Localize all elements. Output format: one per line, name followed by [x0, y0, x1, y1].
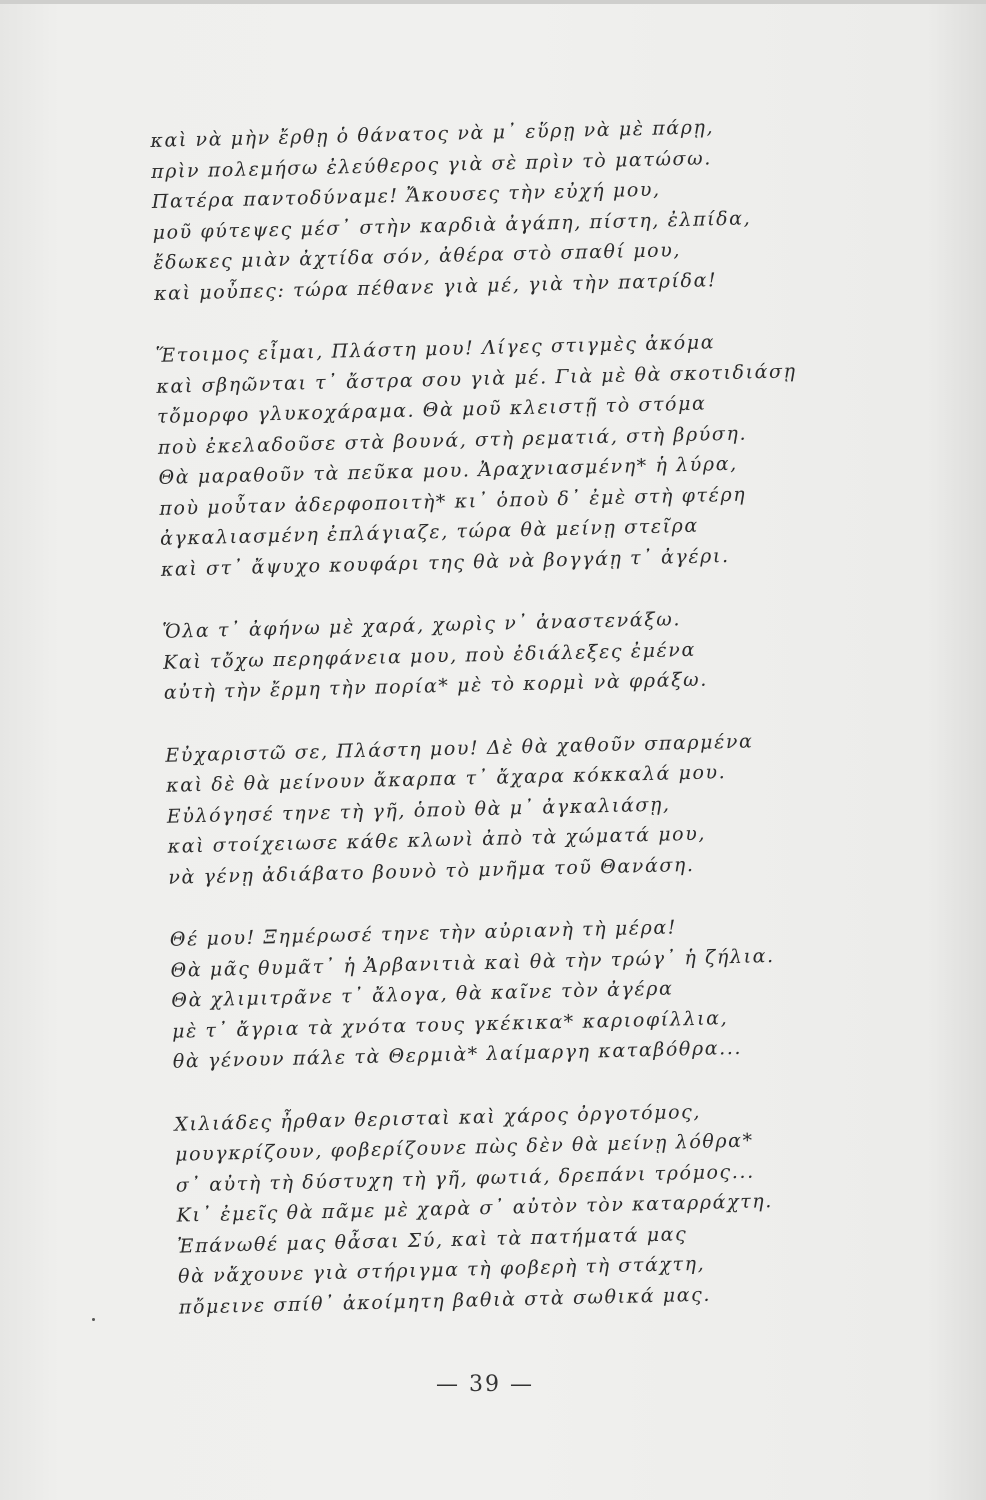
poem-line: Καὶ τὄχω περηφάνεια μου, ποὺ ἐδιάλεξες ἐμένα [162, 638, 697, 674]
stanza-6 [174, 1093, 859, 1323]
poem-text [150, 109, 860, 1354]
poem-line: Εὐχαριστῶ σε, Πλάστη μου! Δὲ θὰ χαθοῦν σπαρμένα [165, 729, 754, 767]
paper-speck [92, 1318, 95, 1321]
page-number: — 39 — [436, 1372, 534, 1397]
poem-line: καὶ δὲ θὰ μείνουν ἄκαρπα τ᾿ ἄχαρα κόκκαλά μου. [165, 761, 727, 797]
poem-line: πὄμεινε σπίθ᾿ ἀκοίμητη βαθιὰ στὰ σωθικά μας. [178, 1283, 712, 1319]
poem-line: καὶ στ᾿ ἄψυχο κουφάρι της θὰ νὰ βογγάῃ τ᾿ ἀγέρι. [160, 544, 730, 581]
poem-line: νὰ γένῃ ἀδιάβατο βουνὸ τὸ μνῆμα τοῦ Θανάση. [168, 853, 695, 889]
poem-line: Πατέρα παντοδύναμε! Ἄκουσες τὴν εὐχή μου, [151, 178, 661, 213]
poem-line: Ἕτοιμος εἶμαι, Πλάστη μου! Λίγες στιγμὲς ἀκόμα [155, 331, 716, 367]
poem-line: καὶ στοίχειωσε κάθε κλωνὶ ἀπὸ τὰ χώματά μου, [167, 822, 707, 858]
poem-line: πρὶν πολεμήσω ἐλεύθερος γιὰ σὲ πρὶν τὸ ματώσω. [150, 146, 713, 183]
poem-line: ἀγκαλιασμένη ἐπλάγιαζε, τώρα θὰ μείνῃ στεῖρα [159, 514, 700, 550]
poem-line: μὲ τ᾿ ἄγρια τὰ χνότα τους γκέκικα* καριοφίλλια, [171, 1006, 729, 1043]
poem-line: Θὰ μαραθοῦν τὰ πεῦκα μου. Ἀραχνιασμένη* ἡ λύρα, [158, 452, 739, 489]
poem-line: Θὰ χλιμιτρᾶνε τ᾿ ἄλογα, θὰ καῖνε τὸν ἀγέρα [171, 977, 674, 1012]
poem-line: θὰ γένουν πάλε τὰ Θερμιὰ* λαίμαργη καταβόθρα... [172, 1036, 743, 1073]
stanza-3 [162, 600, 844, 708]
poem-line: Κι᾿ ἐμεῖς θὰ πᾶμε μὲ χαρὰ σ᾿ αὐτὸν τὸν καταρράχτη. [176, 1190, 774, 1227]
stanza-2 [155, 324, 841, 585]
stanza-1 [150, 109, 834, 309]
poem-line: ποὺ ἐκελαδοῦσε στὰ βουνά, στὴ ρεματιά, στὴ βρύση. [157, 422, 748, 459]
poem-line: Χιλιάδες ἦρθαν θερισταὶ καὶ χάρος ὀργοτόμος, [174, 1100, 702, 1136]
poem-line: καὶ σβηῶνται τ᾿ ἄστρα σου γιὰ μέ. Γιὰ μὲ θὰ σκοτιδιάσῃ [156, 359, 797, 398]
poem-line: Εὐλόγησέ τηνε τὴ γῆ, ὁποὺ θὰ μ᾿ ἀγκαλιάσῃ, [166, 792, 671, 828]
poem-line: Θὰ μᾶς θυμᾶτ᾿ ἡ Ἀρβανιτιὰ καὶ θὰ τὴν τρώγ᾿ ἡ ζήλια. [170, 944, 775, 982]
poem-line: Θέ μου! Ξημέρωσέ τηνε τὴν αὐριανὴ τὴ μέρα! [169, 916, 678, 951]
poem-line: τὄμορφο γλυκοχάραμα. Θὰ μοῦ κλειστῇ τὸ στόμα [156, 392, 707, 428]
poem-line: σ᾿ αὐτὴ τὴ δύστυχη τὴ γῆ, φωτιά, δρεπάνι τρόμος... [175, 1160, 755, 1197]
poem-line: ἔδωκες μιὰν ἀχτίδα σόν, ἀθέρα στὸ σπαθί μου, [153, 239, 682, 274]
poem-line: καὶ νὰ μὴν ἔρθῃ ὁ θάνατος νὰ μ᾿ εὕρῃ νὰ μὲ πάρῃ, [150, 116, 715, 152]
poem-line: Ἐπάνωθέ μας θἆσαι Σύ, καὶ τὰ πατήματά μας [177, 1222, 688, 1258]
poem-line: θὰ νἄχουνε γιὰ στήριγμα τὴ φοβερὴ τὴ στάχτη, [177, 1252, 706, 1288]
stanza-4 [165, 724, 849, 893]
poem-line: Ὅλα τ᾿ ἀφήνω μὲ χαρά, χωρὶς ν᾿ ἀναστενάξω. [162, 608, 682, 643]
poem-line: καὶ μοὖπες: τώρα πέθανε γιὰ μέ, γιὰ τὴν πατρίδα! [153, 268, 718, 305]
poem-line: ποὺ μοὖταν ἀδερφοποιτὴ* κι᾿ ὁποὺ δ᾿ ἐμὲ στὴ φτέρη [159, 483, 747, 520]
poem-line: αὐτὴ τὴν ἔρμη τὴν πορία* μὲ τὸ κορμὶ νὰ φράξω. [163, 668, 709, 704]
stanza-5 [170, 908, 854, 1077]
page-top-edge [0, 0, 986, 4]
poem-line: μουγκρίζουν, φοβερίζουνε πὼς δὲν θὰ μείνῃ λόθρα* [174, 1129, 754, 1166]
poem-line: μοῦ φύτεψες μέσ᾿ στὴν καρδιὰ ἀγάπη, πίστη, ἐλπίδα, [152, 206, 752, 244]
